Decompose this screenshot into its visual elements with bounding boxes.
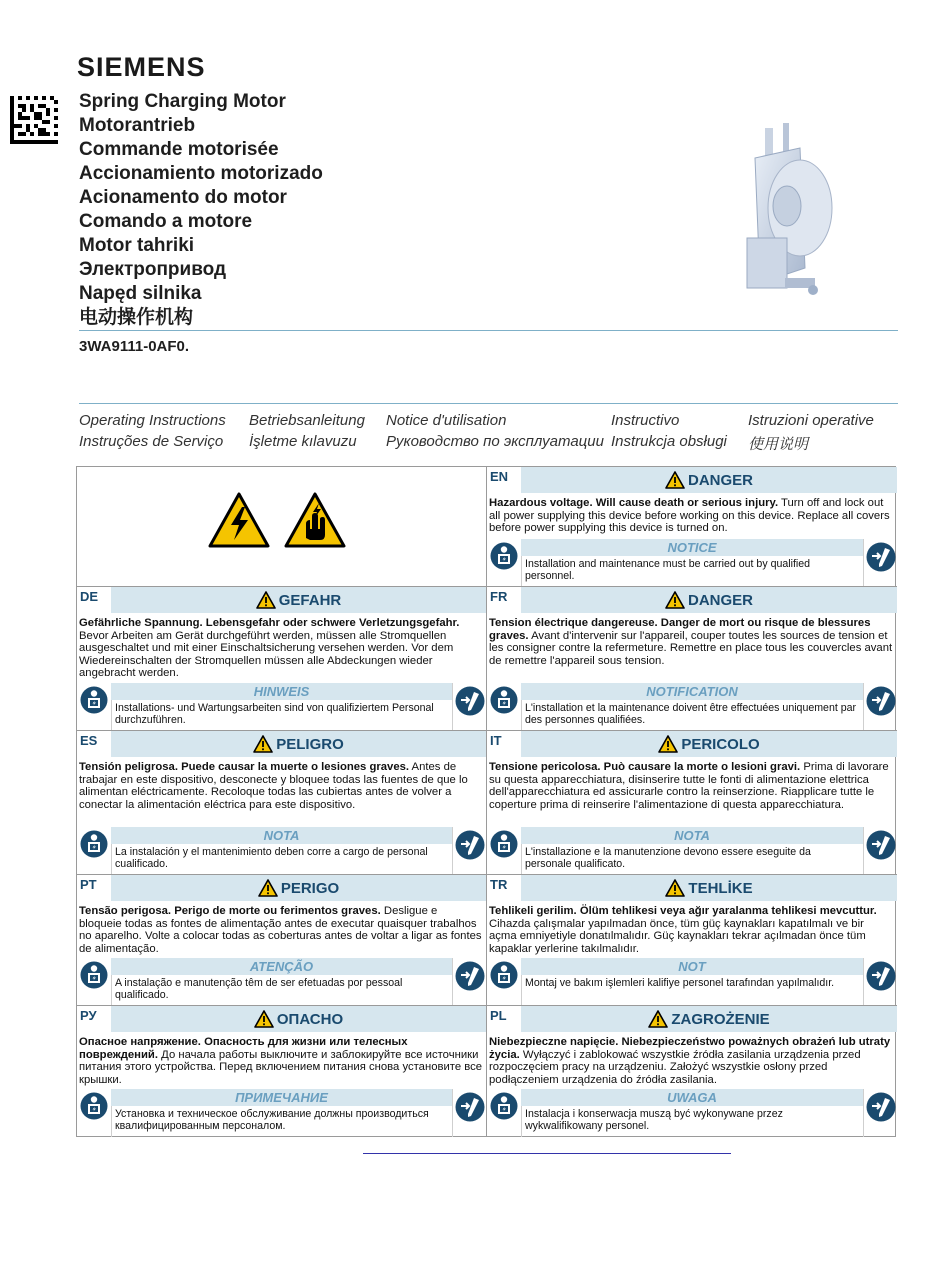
notice-text: Montaj ve bakım işlemleri kalifiye personel tarafından yapılmalıdır. — [525, 977, 835, 989]
qualified-personnel-icon — [80, 830, 108, 858]
warning-triangle-icon — [253, 735, 273, 753]
danger-text — [489, 905, 894, 955]
notice-title: NOTICE — [521, 539, 863, 556]
danger-lead: Tensão perigosa. Perigo de morte ou ferimentos graves. — [79, 905, 381, 917]
notice-text: L'installation et la maintenance doivent être effectuées uniquement par des personnes qualifiées. — [525, 702, 857, 726]
product-title: Электропривод — [79, 259, 227, 280]
safety-grid — [76, 466, 896, 1137]
notice-title: NOTA — [521, 827, 863, 844]
danger-body: Desligue e bloqueie todas as fontes de alimentação antes de executar quaisquer trabalhos no aparelho. Volte a colocar todas as coberturas antes de voltar a ligar as fontes de alimentação. — [79, 905, 482, 955]
doc-type-label: Instruções de Serviço — [79, 433, 224, 450]
product-title: Napęd silnika — [79, 283, 202, 304]
qualified-personnel-icon — [80, 961, 108, 989]
language-code: РУ — [80, 1008, 97, 1023]
notice-text: L'installazione e la manutenzione devono essere eseguite da personale qualificato. — [525, 846, 811, 870]
read-instructions-icon — [455, 686, 485, 716]
signal-word: PELIGRO — [276, 735, 344, 753]
order-number: 3WA9111-0AF0. — [79, 338, 190, 355]
danger-header — [521, 875, 897, 901]
danger-lead: Gefährliche Spannung. Lebensgefahr oder schwere Verletzungsgefahr. — [79, 617, 460, 629]
language-code: FR — [490, 589, 508, 604]
danger-header — [521, 731, 897, 757]
safety-section-pl — [487, 1006, 897, 1137]
qualified-personnel-icon — [80, 686, 108, 714]
qualified-personnel-icon — [490, 1092, 518, 1120]
danger-body: Avant d'intervenir sur l'appareil, couper toutes les sources de tension et les consigner contre la refermeture. Remettre en place tous les couvercles avant de remettre l'appareil sous tension. — [489, 629, 893, 667]
danger-text — [489, 617, 894, 667]
safety-pictograms-cell — [77, 467, 487, 587]
qr-code-icon — [10, 96, 58, 144]
warning-triangle-icon — [254, 1010, 274, 1028]
doc-type-label: Operating Instructions — [79, 412, 226, 429]
safety-section-pt — [77, 875, 487, 1006]
danger-lead: Tehlikeli gerilim. Ölüm tehlikesi veya ağır yaralanma tehlikesi mevcuttur. — [489, 905, 877, 917]
product-title: 电动操作机构 — [79, 307, 194, 328]
danger-text — [489, 761, 894, 811]
safety-section-en — [487, 467, 897, 587]
notice-title: ПРИМЕЧАНИЕ — [111, 1089, 452, 1106]
warning-triangle-icon — [658, 735, 678, 753]
danger-body: До начала работы выключите и заблокируйте все источники питания этого устройства. Перед включением питания снова установите все крышки. — [79, 1048, 483, 1086]
language-code: EN — [490, 469, 509, 484]
doc-type-label: İşletme kılavuzu — [249, 433, 357, 450]
signal-word: DANGER — [687, 591, 753, 609]
warning-triangle-icon — [648, 1010, 668, 1028]
product-title: Motorantrieb — [79, 115, 196, 136]
notice-title: NOTA — [111, 827, 452, 844]
doc-type-label: Istruzioni operative — [748, 412, 874, 429]
danger-text — [489, 1036, 894, 1086]
qualified-personnel-icon — [490, 830, 518, 858]
danger-body: Bevor Arbeiten am Gerät durchgeführt werden, müssen alle Stromquellen ausgeschaltet und mit einer Einschaltsicherung versehen werden. Vor dem Wiedereinschalten der Stromquellen müssen alle Abdeckungen wieder angebracht werden. — [79, 629, 454, 680]
read-instructions-icon — [455, 830, 485, 860]
warning-triangle-icon — [258, 879, 278, 897]
safety-section-de — [77, 587, 487, 731]
signal-word: ОПАСНО — [276, 1010, 344, 1028]
motor-product-image — [725, 118, 835, 308]
product-title-list — [79, 90, 323, 330]
notice-block — [77, 827, 486, 875]
language-code: TR — [490, 877, 508, 892]
qualified-personnel-icon — [80, 1092, 108, 1120]
danger-body: Prima di lavorare su questa apparecchiatura, disinserire tutte le fonti di alimentazione elettrica dell'apparecchiatura ed assicurarle contro la reinserzione. Riapplicare tutte le coperture prima di reinserire l'alimentazione di questa apparecchiatura. — [489, 761, 889, 811]
danger-lead: Hazardous voltage. Will cause death or serious injury. — [489, 497, 779, 509]
danger-body: Cihazda çalışmalar yapılmadan önce, tüm güç kaynakları kapatılmalı ve bir açma emniyetiyle donatılmalıdır. Güç kaynakları tekrar açılmadan önce tüm kapaklar yerlerine takılmalıdır. — [489, 917, 866, 955]
divider — [79, 403, 898, 404]
danger-header — [111, 875, 486, 901]
notice-text: Installations- und Wartungsarbeiten sind von qualifiziertem Personal durchzuführen. — [115, 702, 434, 726]
footer-divider — [363, 1153, 731, 1154]
signal-word: PERIGO — [280, 879, 340, 897]
notice-block — [487, 539, 897, 587]
doc-type-label: Руководство по эксплуатации — [386, 433, 604, 450]
danger-body: Turn off and lock out all power supplying this device before working on this device. Replace all covers before power supplying this device is turned on. — [489, 497, 890, 535]
notice-block — [487, 827, 897, 875]
danger-header — [111, 731, 486, 757]
product-title: Spring Charging Motor — [79, 91, 286, 112]
read-instructions-icon — [866, 542, 896, 572]
safety-section-ru — [77, 1006, 487, 1137]
language-code: IT — [490, 733, 502, 748]
notice-block — [487, 1089, 897, 1137]
notice-block — [77, 683, 486, 731]
qualified-personnel-icon — [490, 961, 518, 989]
danger-text — [79, 617, 483, 680]
read-instructions-icon — [866, 961, 896, 991]
read-instructions-icon — [866, 1092, 896, 1122]
read-instructions-icon — [455, 1092, 485, 1122]
notice-text: Installation and maintenance must be carried out by qualified personnel. — [525, 558, 811, 582]
electric-shock-icon — [283, 491, 347, 549]
product-title: Motor tahriki — [79, 235, 195, 256]
danger-header — [521, 467, 897, 493]
doc-type-label: 使用说明 — [748, 436, 809, 453]
product-title: Acionamento do motor — [79, 187, 287, 208]
notice-text: A instalação e manutenção têm de ser efetuadas por pessoal qualificado. — [115, 977, 403, 1001]
danger-body: Antes de trabajar en este dispositivo, desconecte y bloquee todas las fuentes de que lo alimentan eléctricamente. Recoloque todas las cubiertas antes de volver a conectar la alimentación eléctrica para este dispositivo. — [79, 761, 468, 811]
high-voltage-icon — [207, 491, 271, 549]
siemens-logo: SIEMENS — [77, 52, 206, 82]
safety-section-es — [77, 731, 487, 875]
danger-text — [79, 761, 483, 811]
doc-type-label: Betriebsanleitung — [249, 412, 365, 429]
notice-block — [77, 958, 486, 1006]
doc-type-label: Instructivo — [611, 412, 680, 429]
notice-text: Instalacja i konserwacja muszą być wykonywane przez wykwalifikowany personel. — [525, 1108, 783, 1132]
notice-title: ATENÇÃO — [111, 958, 452, 975]
read-instructions-icon — [866, 686, 896, 716]
product-title: Comando a motore — [79, 211, 253, 232]
danger-lead: Niebezpieczne napięcie. Niebezpieczeństwo poważnych obrażeń lub utraty życia. — [489, 1036, 891, 1061]
danger-text — [489, 497, 894, 535]
language-code: ES — [80, 733, 98, 748]
notice-title: NOT — [521, 958, 863, 975]
qualified-personnel-icon — [490, 686, 518, 714]
safety-section-fr — [487, 587, 897, 731]
qualified-personnel-icon — [490, 542, 518, 570]
notice-block — [77, 1089, 486, 1137]
warning-triangle-icon — [665, 591, 685, 609]
notice-block — [487, 958, 897, 1006]
signal-word: DANGER — [687, 471, 753, 489]
danger-lead: Tensione pericolosa. Può causare la morte o lesioni gravi. — [489, 761, 801, 773]
safety-section-tr — [487, 875, 897, 1006]
danger-lead: Tension électrique dangereuse. Danger de mort ou risque de blessures graves. — [489, 617, 871, 642]
doc-type-label: Instrukcja obsługi — [611, 433, 727, 450]
danger-lead: Tensión peligrosa. Puede causar la muerte o lesiones graves. — [79, 761, 410, 773]
danger-text — [79, 905, 483, 955]
danger-header — [111, 587, 486, 613]
warning-triangle-icon — [256, 591, 276, 609]
danger-text — [79, 1036, 483, 1086]
doc-type-label: Notice d'utilisation — [386, 412, 507, 429]
notice-title: NOTIFICATION — [521, 683, 863, 700]
divider — [79, 330, 898, 331]
signal-word: TEHLİKE — [688, 879, 753, 897]
notice-text: La instalación y el mantenimiento deben corre a cargo de personal cualificado. — [115, 846, 428, 870]
read-instructions-icon — [455, 961, 485, 991]
notice-title: UWAGA — [521, 1089, 863, 1106]
warning-triangle-icon — [665, 879, 685, 897]
safety-section-it — [487, 731, 897, 875]
notice-block — [487, 683, 897, 731]
danger-lead: Опасное напряжение. Опасность для жизни или телесных повреждений. — [79, 1036, 408, 1061]
language-code: DE — [80, 589, 99, 604]
notice-title: HINWEIS — [111, 683, 452, 700]
danger-header — [521, 1006, 897, 1032]
notice-text: Установка и техническое обслуживание должны производиться квалифицированным персоналом. — [115, 1108, 429, 1132]
warning-triangle-icon — [665, 471, 685, 489]
language-code: PL — [490, 1008, 507, 1023]
danger-header — [111, 1006, 486, 1032]
signal-word: GEFAHR — [278, 591, 342, 609]
product-title: Commande motorisée — [79, 139, 279, 160]
read-instructions-icon — [866, 830, 896, 860]
language-code: PT — [80, 877, 97, 892]
product-title: Accionamiento motorizado — [79, 163, 323, 184]
signal-word: PERICOLO — [681, 735, 760, 753]
danger-body: Wyłączyć i zablokować wszystkie źródła zasilania urządzenia przed rozpoczęciem pracy na urządzeniu. Założyć wszystkie osłony przed podłączeniem urządzenia do źródła zasilania. — [489, 1048, 861, 1086]
danger-header — [521, 587, 897, 613]
signal-word: ZAGROŻENIE — [671, 1010, 770, 1028]
